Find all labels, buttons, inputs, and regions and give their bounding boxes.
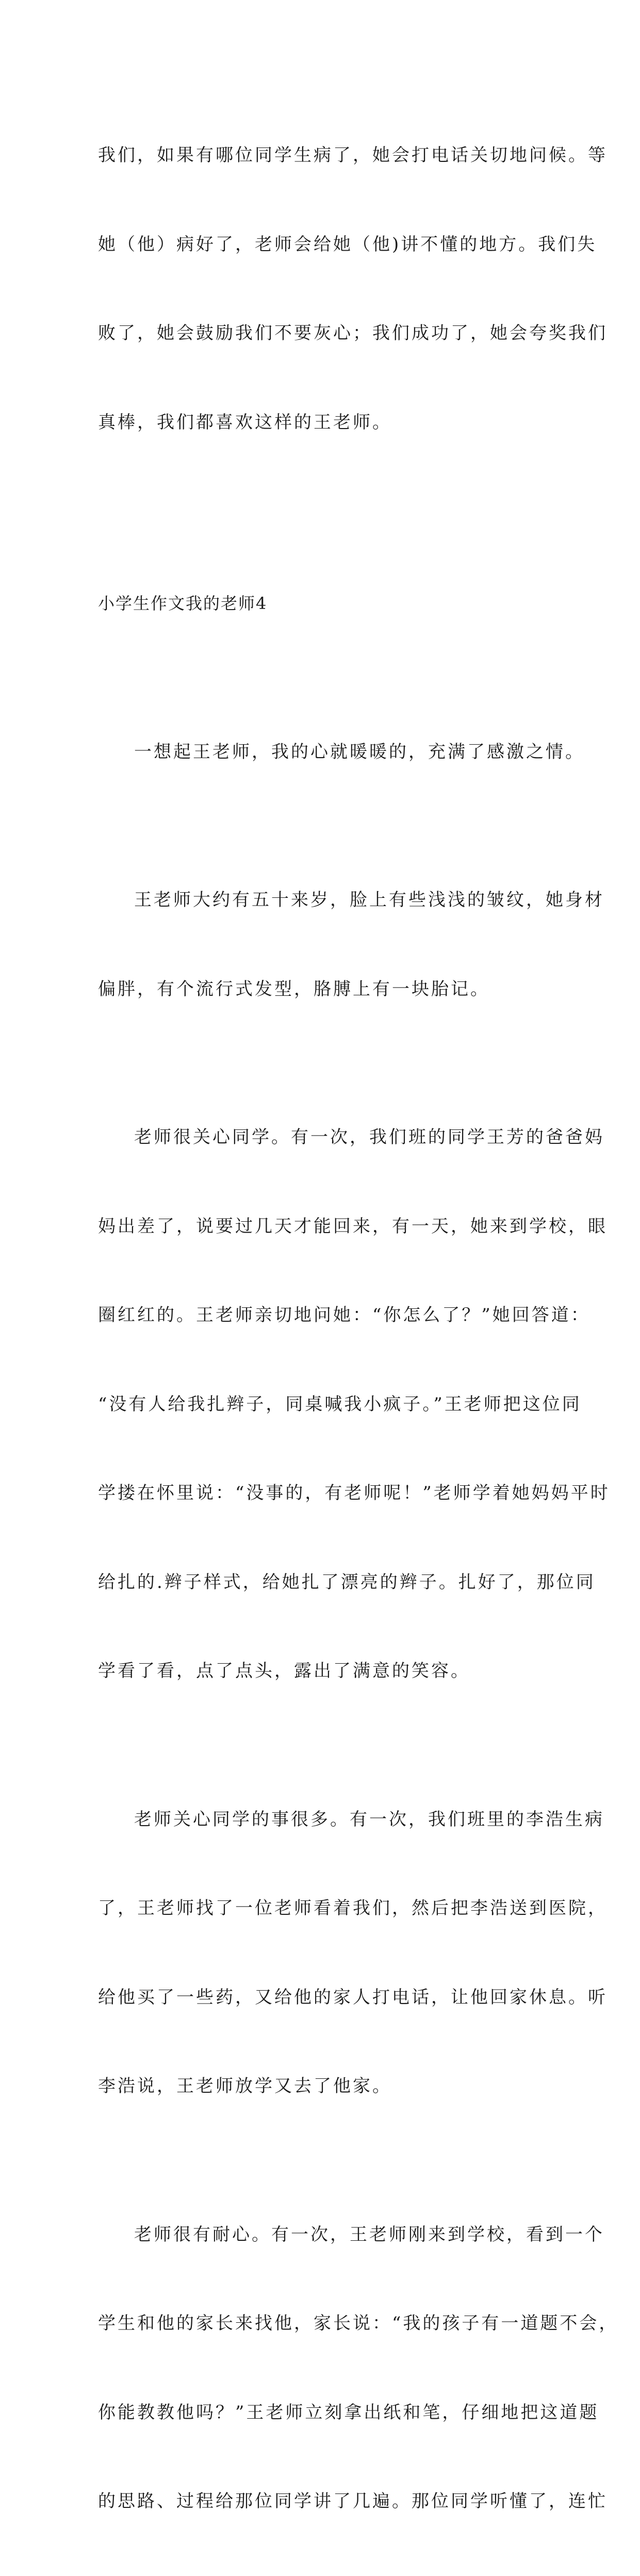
text-line: 妈出差了，说要过几天才能回来，有一天，她来到学校，眼: [98, 1216, 608, 1237]
essay-heading: [98, 530, 552, 678]
text-line: 学搂在怀里说：“没事的，有老师呢！”老师学着她妈妈平时: [98, 1483, 610, 1503]
text-line: 学生和他的家长来找他，家长说：“我的孩子有一道题不会，: [98, 2313, 619, 2334]
paragraph-2: [98, 826, 604, 1063]
text-line: 李浩说，王老师放学又去了他家。: [98, 2076, 392, 2096]
paragraph-4: [98, 1746, 608, 2161]
text-line: 一想起王老师，我的心就暖暖的，充满了感激之情。: [134, 741, 585, 762]
paragraph-1: [98, 678, 585, 827]
text-line: 老师很关心同学。有一次，我们班的同学王芳的爸爸妈: [134, 1127, 604, 1147]
text-line: 偏胖，有个流行式发型，胳膊上有一块胎记。: [98, 978, 490, 999]
paragraph-5: [98, 2161, 619, 2576]
text-line: 真棒，我们都喜欢这样的王老师。: [98, 412, 392, 433]
text-line: “没有人给我扎辫子，同桌喊我小疯子。”王老师把这位同: [98, 1393, 582, 1415]
essay-text: [98, 81, 619, 2576]
heading-text: 小学生作文我的老师4: [98, 594, 268, 613]
paragraph-continued: [98, 81, 608, 497]
text-line: 了，王老师找了一位老师看着我们，然后把李浩送到医院，: [98, 1898, 608, 1918]
text-line: 你能教教他吗？”王老师立刻拿出纸和笔，仔细地把这道题: [98, 2402, 599, 2423]
paragraph-3: [98, 1063, 610, 1746]
text-line: 我们，如果有哪位同学生病了，她会打电话关切地问候。等: [98, 145, 608, 166]
text-line: 给他买了一些药，又给他的家人打电话，让他回家休息。听: [98, 1987, 608, 2008]
text-line: 王老师大约有五十来岁，脸上有些浅浅的皱纹，她身材: [134, 890, 604, 910]
text-line: 学看了看，点了点头，露出了满意的笑容。: [98, 1661, 470, 1681]
text-line: 给扎的.辫子样式，给她扎了漂亮的辫子。扎好了，那位同: [98, 1571, 596, 1593]
text-line: 老师很有耐心。有一次，王老师刚来到学校，看到一个: [134, 2224, 604, 2245]
text-line: 她（他）病好了，老师会给她（他)讲不懂的地方。我们失: [98, 234, 597, 255]
text-line: 老师关心同学的事很多。有一次，我们班里的李浩生病: [134, 1809, 604, 1830]
text-line: 的思路、过程给那位同学讲了几遍。那位同学听懂了，连忙: [98, 2491, 608, 2512]
text-line: 败了，她会鼓励我们不要灰心；我们成功了，她会夸奖我们: [98, 323, 608, 343]
text-line: 圈红红的。王老师亲切地问她：“你怎么了？”她回答道：: [98, 1305, 590, 1325]
